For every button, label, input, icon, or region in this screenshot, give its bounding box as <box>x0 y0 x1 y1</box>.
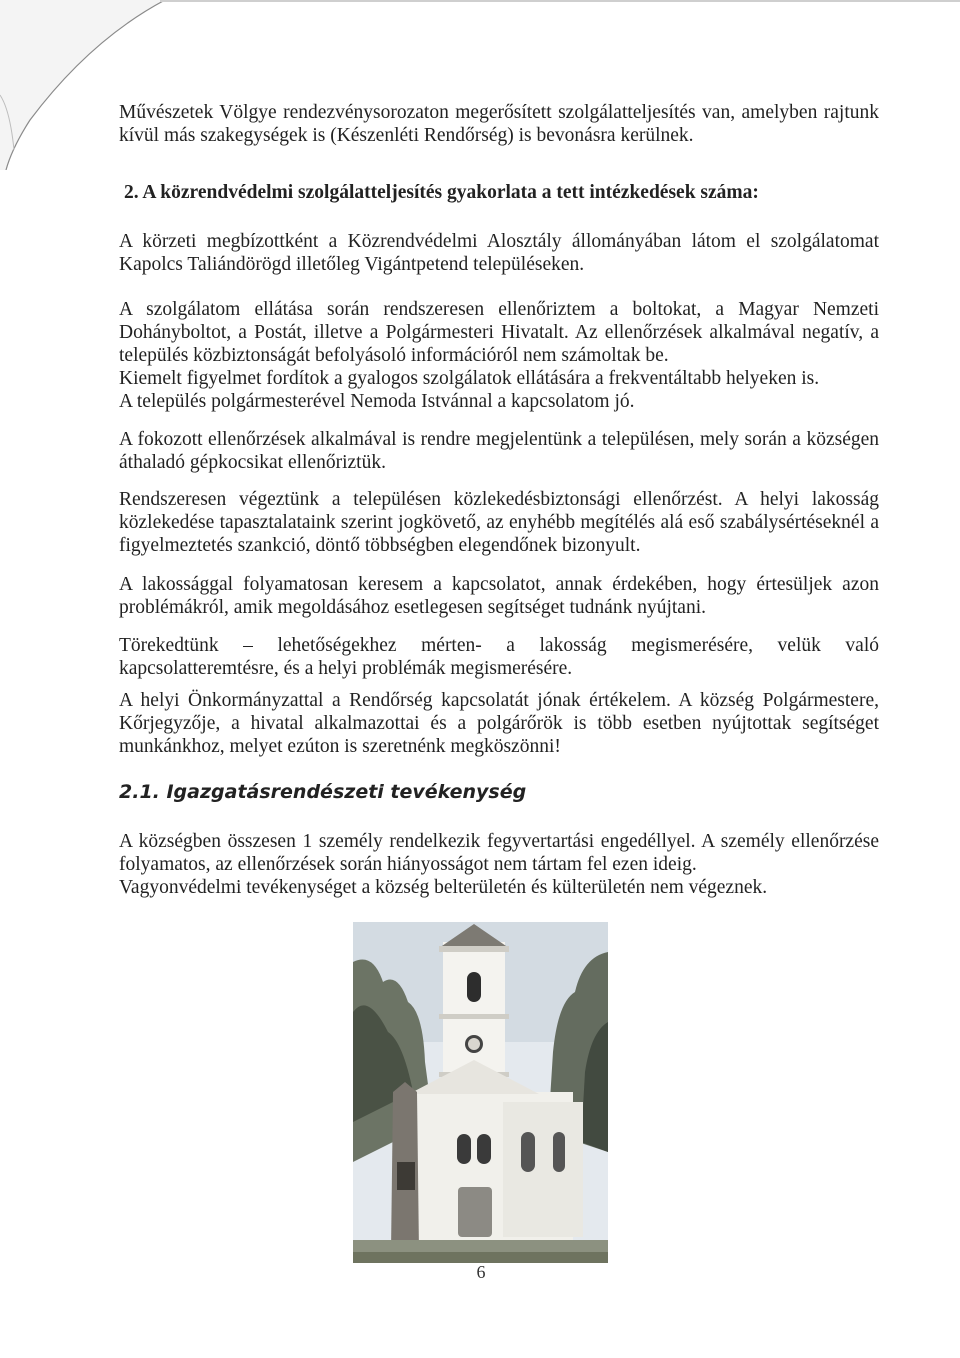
text-line: Dohányboltot, a Postát, illetve a Polgármesteri Hivatalt. Az ellenőrzések alkalmával negatív, a <box>119 322 879 343</box>
paragraph-4 <box>119 488 879 557</box>
subsection-paragraph <box>119 830 879 899</box>
text-line: munkánkhoz, melyet ezúton is szeretnénk megköszönni! <box>119 736 561 757</box>
page-number: 6 <box>476 1262 486 1282</box>
text-line: A fokozott ellenőrzések alkalmával is rendre megjelentünk a településen, mely során a községen <box>119 429 879 450</box>
text-line: áthaladó gépkocsikat ellenőriztük. <box>119 452 386 473</box>
church-photo <box>353 922 608 1263</box>
text-line: kívül más szakegységek is (Készenléti Rendőrség) is bevonásra kerülnek. <box>119 125 694 146</box>
text-line: A helyi Önkormányzattal a Rendőrség kapcsolatát jónak értékelem. A község Polgármestere, <box>119 690 879 711</box>
paragraph-3 <box>119 428 879 474</box>
paragraph-6 <box>119 634 879 680</box>
text-line: Törekedtünk – lehetőségekhez mérten- a lakosság megismerésére, velük való <box>119 635 879 656</box>
church-photo-icon <box>353 922 608 1263</box>
paragraph-2 <box>119 298 879 413</box>
text-line: Kapolcs Taliándörögd illetőleg Vigántpetend településeken. <box>119 254 585 275</box>
text-line: folyamatos, az ellenőrzések során hiányosságot nem tártam fel ezen ideig. <box>119 854 697 875</box>
text-line: Kőrjegyzője, a hivatal alkalmazottai és a polgárőrök is több esetben nyújtottak segítséget <box>119 713 879 734</box>
paragraph-5 <box>119 573 879 619</box>
text-line: problémákról, amik megoldásához esetlegesen segítséget tudnánk nyújtani. <box>119 597 706 618</box>
text-line: Vagyonvédelmi tevékenységet a község belterületén és külterületén nem végeznek. <box>119 877 768 898</box>
text-line: Kiemelt figyelmet fordítok a gyalogos szolgálatok ellátására a frekventáltabb helyeken is. <box>119 368 820 389</box>
section-heading: 2. A közrendvédelmi szolgálatteljesítés gyakorlata a tett intézkedések száma: <box>124 182 759 203</box>
text-line: A település polgármesterével Nemoda Istvánnal a kapcsolatom jó. <box>119 391 635 412</box>
paragraph-7 <box>119 689 879 758</box>
text-line: kapcsolatteremtésre, és a helyi problémák megismerésére. <box>119 658 573 679</box>
text-line: A körzeti megbízottként a Közrendvédelmi Alosztály állományában látom el szolgálatomat <box>119 231 879 252</box>
text-line: figyelmeztetés szankció, döntő többségben elegendőnek bizonyult. <box>119 535 641 556</box>
text-line: A lakossággal folyamatosan keresem a kapcsolatot, annak érdekében, hogy értesüljek azon <box>119 574 879 595</box>
subsection-heading: 2.1. Igazgatásrendészeti tevékenység <box>119 781 527 803</box>
paragraph-1 <box>119 230 879 276</box>
text-line: Rendszeresen végeztünk a településen közlekedésbiztonsági ellenőrzést. A helyi lakosság <box>119 489 879 510</box>
text-line: A községben összesen 1 személy rendelkezik fegyvertartási engedéllyel. A személy ellenőrzése <box>119 831 879 852</box>
text-line: település közbiztonságát befolyásoló információról nem számoltak be. <box>119 345 669 366</box>
text-line: Művészetek Völgye rendezvénysorozaton megerősített szolgálatteljesítés van, amelyben rajtunk <box>119 102 879 123</box>
text-line: A szolgálatom ellátása során rendszeresen ellenőriztem a boltokat, a Magyar Nemzeti <box>119 299 879 320</box>
text-line: közlekedése tapasztalataink szerint jogkövető, az enyhébb megítélés alá eső szabálysértéseknél a <box>119 512 879 533</box>
page-top-edge <box>160 0 960 2</box>
intro-paragraph <box>119 101 879 147</box>
